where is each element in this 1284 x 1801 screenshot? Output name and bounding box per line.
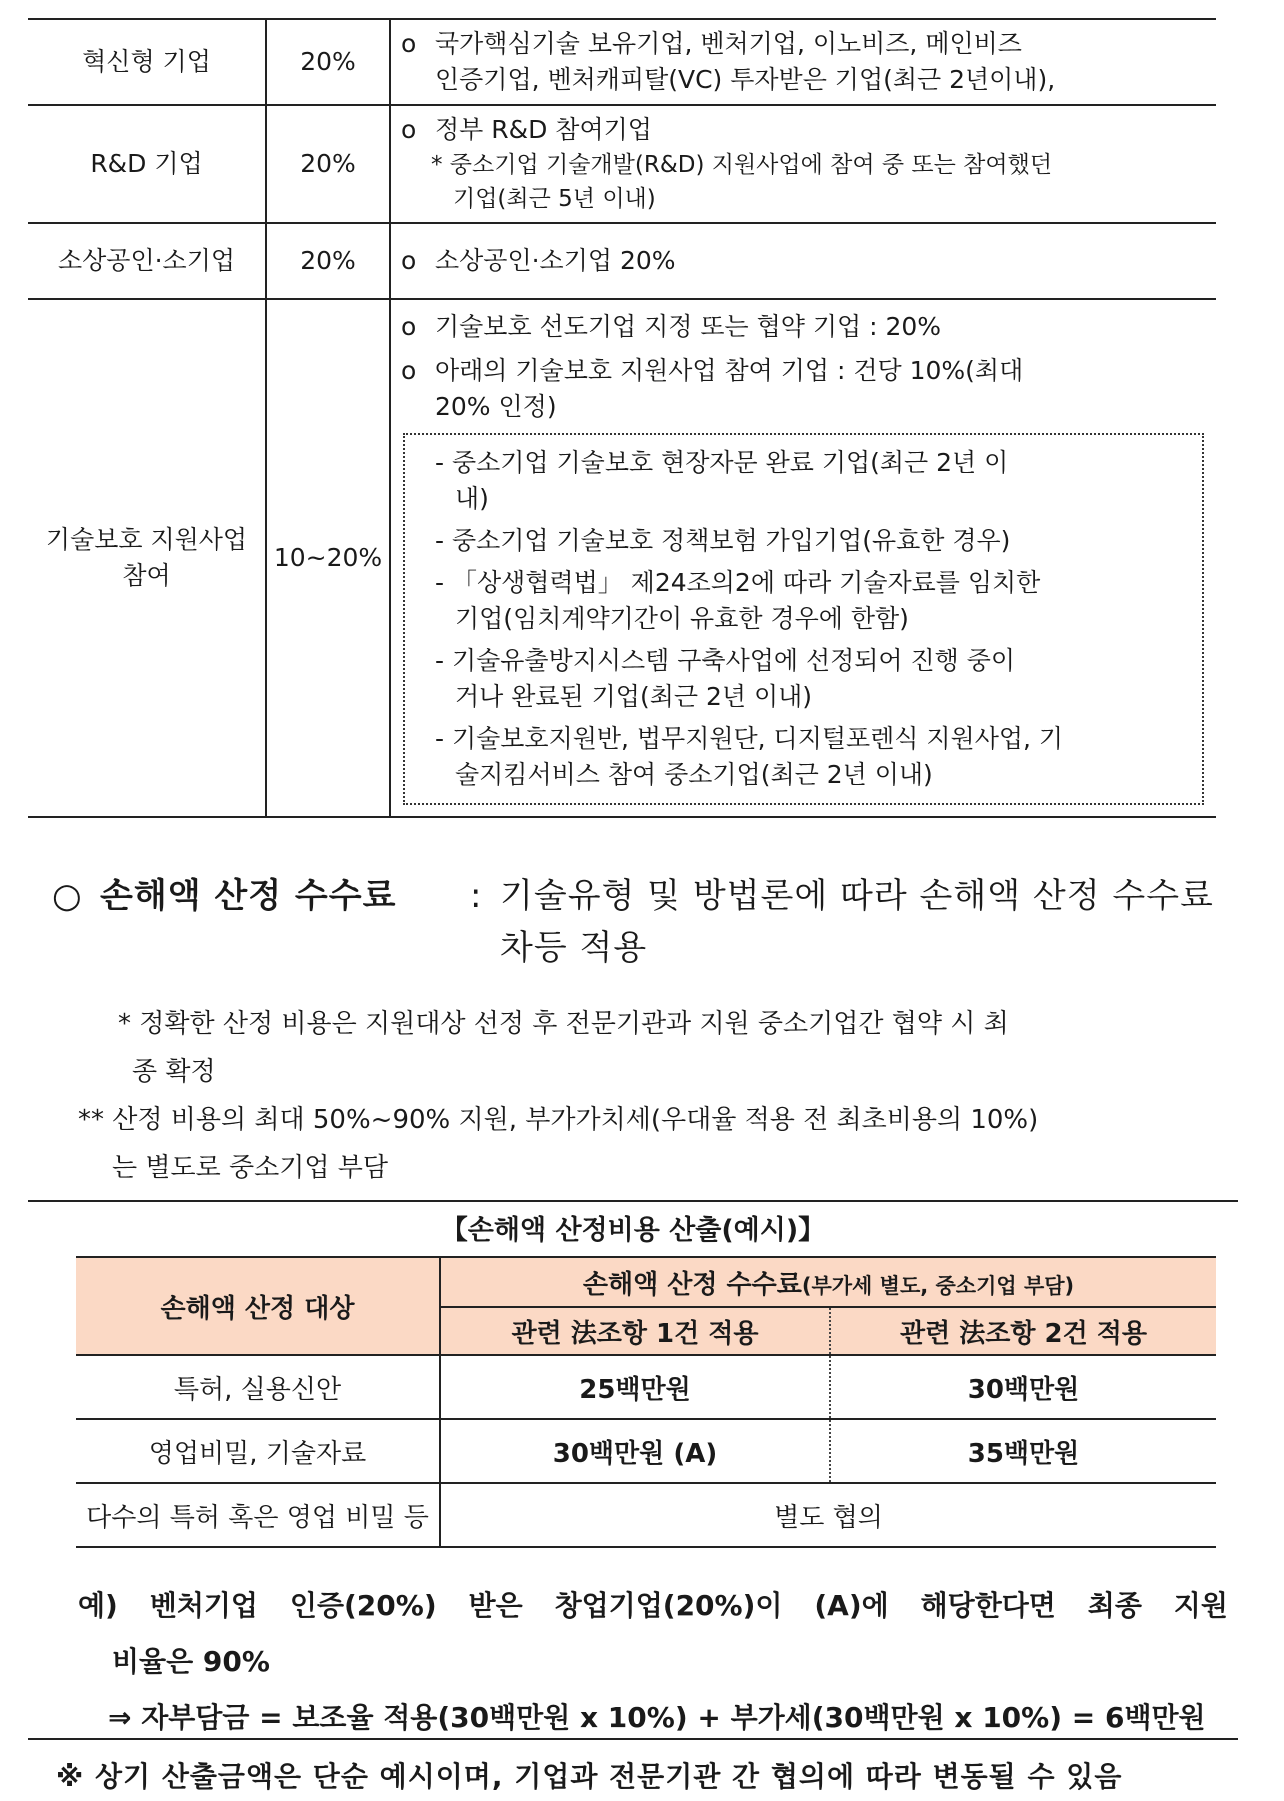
colon: : <box>470 876 482 916</box>
header-col2: 관련 法조항 2건 적용 <box>830 1307 1216 1355</box>
note-line: 는 별도로 중소기업 부담 <box>112 1153 388 1183</box>
row-value: 30백만원 (A) <box>440 1419 830 1483</box>
bullet-icon: o <box>401 356 417 385</box>
row-target: 영업비밀, 기술자료 <box>76 1419 440 1483</box>
fee-section-heading <box>52 870 1248 974</box>
support-rate: 20% <box>266 105 390 223</box>
list-item-text: - 기술유출방지시스템 구축사업에 선정되어 진행 중이 <box>435 646 1016 675</box>
fee-notes <box>70 1000 1250 1192</box>
header-fee <box>440 1257 1216 1307</box>
desc-line <box>401 309 1206 345</box>
fee-description-line: 차등 적용 <box>500 928 648 968</box>
list-item-text: - 중소기업 기술보호 현장자문 완료 기업(최근 2년 이 <box>435 448 1009 477</box>
desc-line <box>401 26 1206 62</box>
example-fee-table <box>76 1256 1216 1548</box>
category-name-line: 기술보호 지원사업 <box>45 525 248 554</box>
bullet-icon: o <box>401 29 417 58</box>
table-row <box>28 223 1216 299</box>
row-value: 30백만원 <box>830 1355 1216 1419</box>
header-target: 손해액 산정 대상 <box>76 1257 440 1355</box>
bullet-icon: o <box>401 115 417 144</box>
list-item <box>435 445 1190 517</box>
program-list-box <box>403 433 1204 805</box>
table-row <box>28 299 1216 817</box>
category-name: 혁신형 기업 <box>28 19 266 105</box>
category-description <box>390 19 1216 105</box>
list-item-text: 기업(임치계약기간이 유효한 경우에 한함) <box>455 604 909 633</box>
list-item-text: 술지킴서비스 참여 중소기업(최근 2년 이내) <box>455 760 933 789</box>
support-rate: 20% <box>266 223 390 299</box>
row-target: 다수의 특허 혹은 영업 비밀 등 <box>76 1483 440 1547</box>
footer-note: ※ 상기 산출금액은 단순 예시이며, 기업과 전문기관 간 협의에 따라 변동될 수 있음 <box>56 1760 1123 1793</box>
row-value: 별도 협의 <box>440 1483 1216 1547</box>
support-rate: 10~20% <box>266 299 390 817</box>
table-row <box>28 19 1216 105</box>
circle-bullet-icon: ○ <box>52 876 82 916</box>
example-word: 해당한다면 <box>920 1589 1056 1622</box>
list-item-text: 거나 완료된 기업(최근 2년 이내) <box>455 682 813 711</box>
example-word: (A)에 <box>814 1589 889 1622</box>
category-description <box>390 105 1216 223</box>
desc-text: 정부 R&D 참여기업 <box>435 115 652 144</box>
desc-text: 국가핵심기술 보유기업, 벤처기업, 이노비즈, 메인비즈 <box>435 29 1022 58</box>
example-word: 지원 <box>1173 1589 1228 1622</box>
example-word: 최종 <box>1087 1589 1142 1622</box>
note-line: * 정확한 산정 비용은 지원대상 선정 후 전문기관과 지원 중소기업간 협약 시 최 <box>118 1009 1009 1039</box>
row-value: 35백만원 <box>830 1419 1216 1483</box>
category-description <box>390 223 1216 299</box>
list-item-text: 내) <box>455 484 489 513</box>
support-rate: 20% <box>266 19 390 105</box>
example-word: 인증(20%) <box>289 1589 437 1622</box>
category-name: R&D 기업 <box>28 105 266 223</box>
list-item-text: - 기술보호지원반, 법무지원단, 디지털포렌식 지원사업, 기 <box>435 724 1064 753</box>
row-target: 특허, 실용신안 <box>76 1355 440 1419</box>
table-row <box>76 1355 1216 1419</box>
desc-line <box>401 112 1206 148</box>
list-item-text: - 중소기업 기술보호 정책보험 가입기업(유효한 경우) <box>435 526 1011 555</box>
fee-description <box>500 870 1248 974</box>
desc-text: 소상공인·소기업 20% <box>435 246 676 275</box>
desc-line <box>401 243 1206 279</box>
desc-note <box>401 148 1206 216</box>
example-word: 예) <box>78 1589 118 1622</box>
fee-section <box>52 870 1248 974</box>
header-fee-label: 손해액 산정 수수료 <box>582 1269 802 1300</box>
example-word: 창업기업(20%)이 <box>554 1589 783 1622</box>
row-value: 25백만원 <box>440 1355 830 1419</box>
category-name <box>28 299 266 817</box>
list-item <box>435 523 1190 559</box>
desc-text: 기술보호 선도기업 지정 또는 협약 기업 : 20% <box>435 312 942 341</box>
bullet-icon: o <box>401 312 417 341</box>
example-calculation <box>78 1578 1228 1746</box>
category-name-line: 참여 <box>122 561 171 590</box>
table-row <box>28 105 1216 223</box>
fee-description-line: 기술유형 및 방법론에 따라 손해액 산정 수수료 <box>500 876 1214 916</box>
header-fee-sub: (부가세 별도, 중소기업 부담) <box>801 1273 1075 1298</box>
divider <box>28 1738 1238 1740</box>
support-rate-table <box>28 18 1216 818</box>
desc-text: 인증기업, 벤처캐피탈(VC) 투자받은 기업(최근 2년이내), <box>435 65 1056 94</box>
note-line: * 중소기업 기술개발(R&D) 지원사업에 참여 중 또는 참여했던 <box>431 152 1053 178</box>
header-col1: 관련 法조항 1건 적용 <box>440 1307 830 1355</box>
category-description <box>390 299 1216 817</box>
list-item-text: - 「상생협력법」 제24조의2에 따라 기술자료를 임치한 <box>435 568 1041 597</box>
table-row <box>76 1419 1216 1483</box>
example-title: 【손해액 산정비용 산출(예시)】 <box>440 1215 826 1246</box>
note-line: 종 확정 <box>132 1057 216 1087</box>
list-item <box>435 643 1190 715</box>
bullet-icon: o <box>401 246 417 275</box>
example-word: 받은 <box>468 1589 523 1622</box>
example-word: 벤처기업 <box>149 1589 258 1622</box>
desc-text: 아래의 기술보호 지원사업 참여 기업 : 건당 10%(최대 <box>435 356 1024 385</box>
list-item <box>435 565 1190 637</box>
divider <box>28 1200 1238 1202</box>
desc-text: 20% 인정) <box>435 392 557 421</box>
example-line: 비율은 90% <box>112 1645 270 1678</box>
table-row <box>76 1483 1216 1547</box>
table-header-row <box>76 1257 1216 1307</box>
list-item <box>435 721 1190 793</box>
category-name: 소상공인·소기업 <box>28 223 266 299</box>
note-line: ** 산정 비용의 최대 50%~90% 지원, 부가가치세(우대율 적용 전 최초비용의 10%) <box>78 1105 1039 1135</box>
desc-line <box>401 353 1206 389</box>
example-formula: ⇒ 자부담금 = 보조율 적용(30백만원 x 10%) + 부가세(30백만원 x 10%) = 6백만원 <box>108 1701 1206 1734</box>
note-line: 기업(최근 5년 이내) <box>453 186 656 212</box>
example-line <box>78 1578 1228 1634</box>
fee-keyword: 손해액 산정 수수료 <box>100 876 397 916</box>
